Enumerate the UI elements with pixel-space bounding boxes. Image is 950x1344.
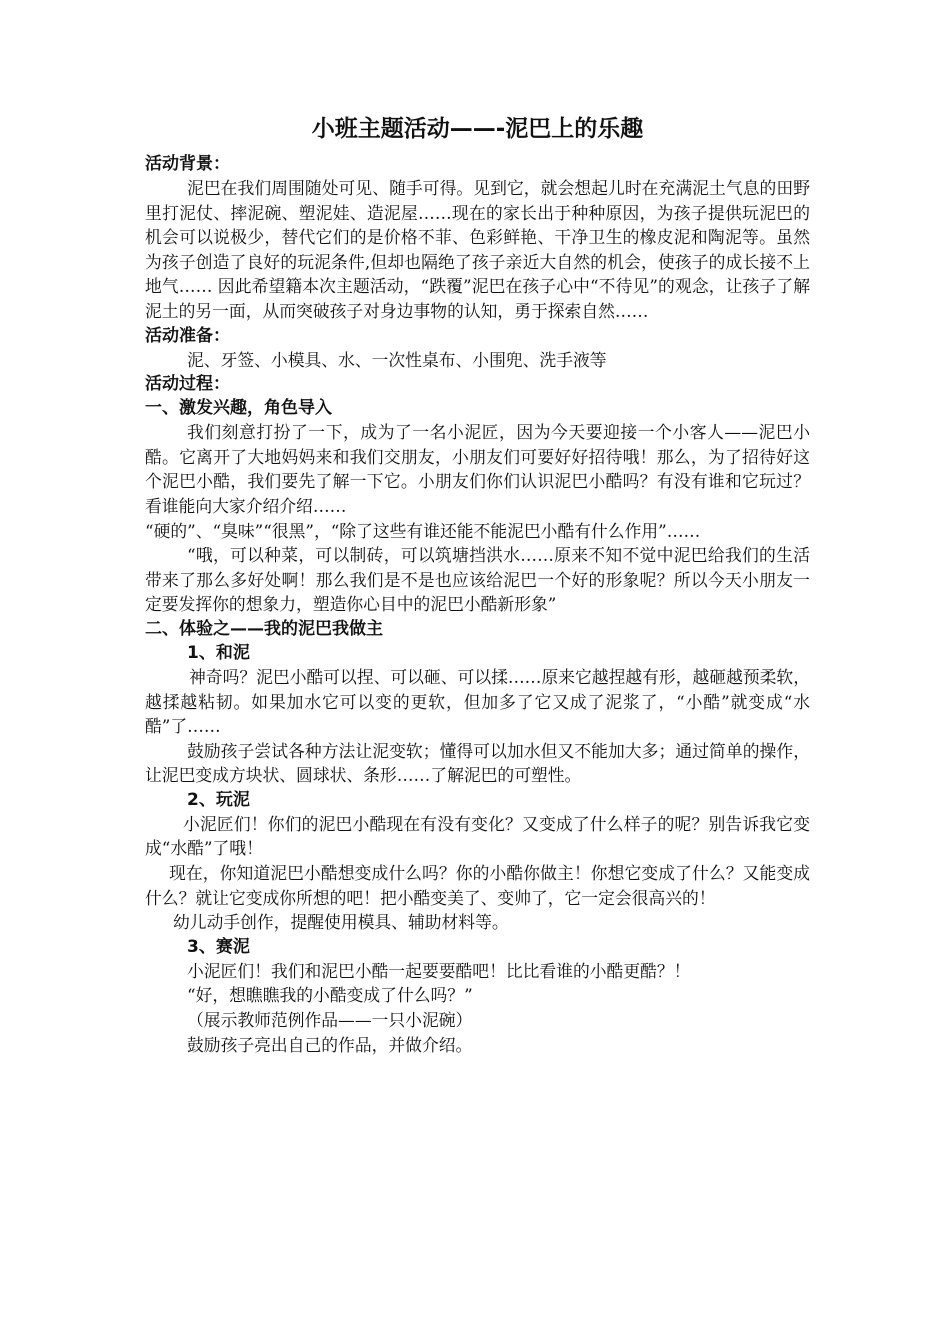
document-title: 小班主题活动——-泥巴上的乐趣 bbox=[311, 116, 644, 142]
step3-paragraph-4: 鼓励孩子亮出自己的作品，并做介绍。 bbox=[187, 1034, 473, 1055]
step2-paragraph-3: 幼儿动手创作，提醒使用模具、辅助材料等。 bbox=[173, 912, 509, 933]
background-heading: 活动背景： bbox=[145, 154, 230, 174]
step1-paragraph-2: 鼓励孩子尝试各种方法让泥变软；懂得可以加水但又不能加大多；通过简单的操作，让泥巴变成方块状、圆球状、条形……了解泥巴的可塑性。 bbox=[145, 740, 810, 786]
section1-paragraph-3: “哦，可以种菜，可以制砖，可以筑塘挡洪水……原来不知不觉中泥巴给我们的生活带来了那么多好处啊！那么我们是不是也应该给泥巴一个好的形象呢？所以今天小朋友一定要发挥你的想象力，塑造你心目中的泥巴小酷新形象” bbox=[145, 545, 810, 615]
step3-paragraph-3: （展示教师范例作品——一只小泥碗） bbox=[187, 1010, 473, 1031]
prep-paragraph: 泥、牙签、小模具、水、一次性桌布、小围兜、洗手液等 bbox=[187, 349, 607, 370]
step2-heading: 2、玩泥 bbox=[187, 789, 250, 810]
step1-paragraph-1: 神奇吗？泥巴小酷可以捏、可以砸、可以揉……原来它越捏越有形，越砸越预柔软，越揉越粘韧。如果加水它可以变的更软，但加多了它又成了泥浆了，“小酷”就变成“水酷”了…… bbox=[145, 666, 810, 737]
step2-paragraph-1: 小泥匠们！你们的泥巴小酷现在有没有变化？又变成了什么样子的呢？别告诉我它变成“水酷”了哦！ bbox=[145, 813, 810, 859]
step3-heading: 3、赛泥 bbox=[187, 936, 250, 957]
step2-paragraph-2: 现在，你知道泥巴小酷想变成什么吗？你的小酷你做主！你想它变成了什么？又能变成什么？就让它变成你所想的吧！把小酷变美了、变帅了，它一定会很高兴的！ bbox=[145, 863, 810, 908]
step1-heading: 1、和泥 bbox=[187, 642, 250, 663]
process-heading: 活动过程： bbox=[145, 374, 230, 395]
step3-paragraph-2: “好，想瞧瞧我的小酷变成了什么吗？” bbox=[187, 985, 473, 1006]
section1-paragraph-2: “硬的”、“臭味”“很黑”，“除了这些有谁还能不能泥巴小酷有什么作用”…… bbox=[145, 520, 701, 541]
section1-heading: 一、激发兴趣，角色导入 bbox=[145, 398, 332, 419]
section2-heading: 二、体验之——我的泥巴我做主 bbox=[145, 618, 383, 639]
document-body bbox=[145, 112, 810, 1057]
step3-paragraph-1: 小泥匠们！我们和泥巴小酷一起要要酷吧！比比看谁的小酷更酷？！ bbox=[187, 960, 691, 981]
background-paragraph: 泥巴在我们周围随处可见、随手可得。见到它，就会想起儿时在充满泥土气息的田野里打泥仗、摔泥碗、塑泥娃、造泥屋……现在的家长出于种种原因，为孩子提供玩泥巴的机会可以说极少，替代它们的是价格不菲、色彩鲜艳、干净卫生的橡皮泥和陶泥等。虽然为孩子创造了良好的玩泥条件,但却也隔绝了孩子亲近大自然的机会，使孩子的成长接不上地气…… 因此希望籍本次主题活动，“跌覆”泥巴在孩子心中“不待见”的观念，让孩子了解泥土的另一面，从而突破孩子对身边事物的认知，勇于探索自然…… bbox=[145, 178, 810, 321]
prep-heading: 活动准备： bbox=[145, 325, 230, 346]
section1-paragraph-1: 我们刻意打扮了一下，成为了一名小泥匠，因为今天要迎接一个小客人——泥巴小酷。它离开了大地妈妈来和我们交朋友，小朋友们可要好好招待哦！那么，为了招待好这个泥巴小酷，我们要先了解一下它。小朋友们你们认识泥巴小酷吗？有没有谁和它玩过？看谁能向大家介绍介绍…… bbox=[145, 422, 810, 516]
